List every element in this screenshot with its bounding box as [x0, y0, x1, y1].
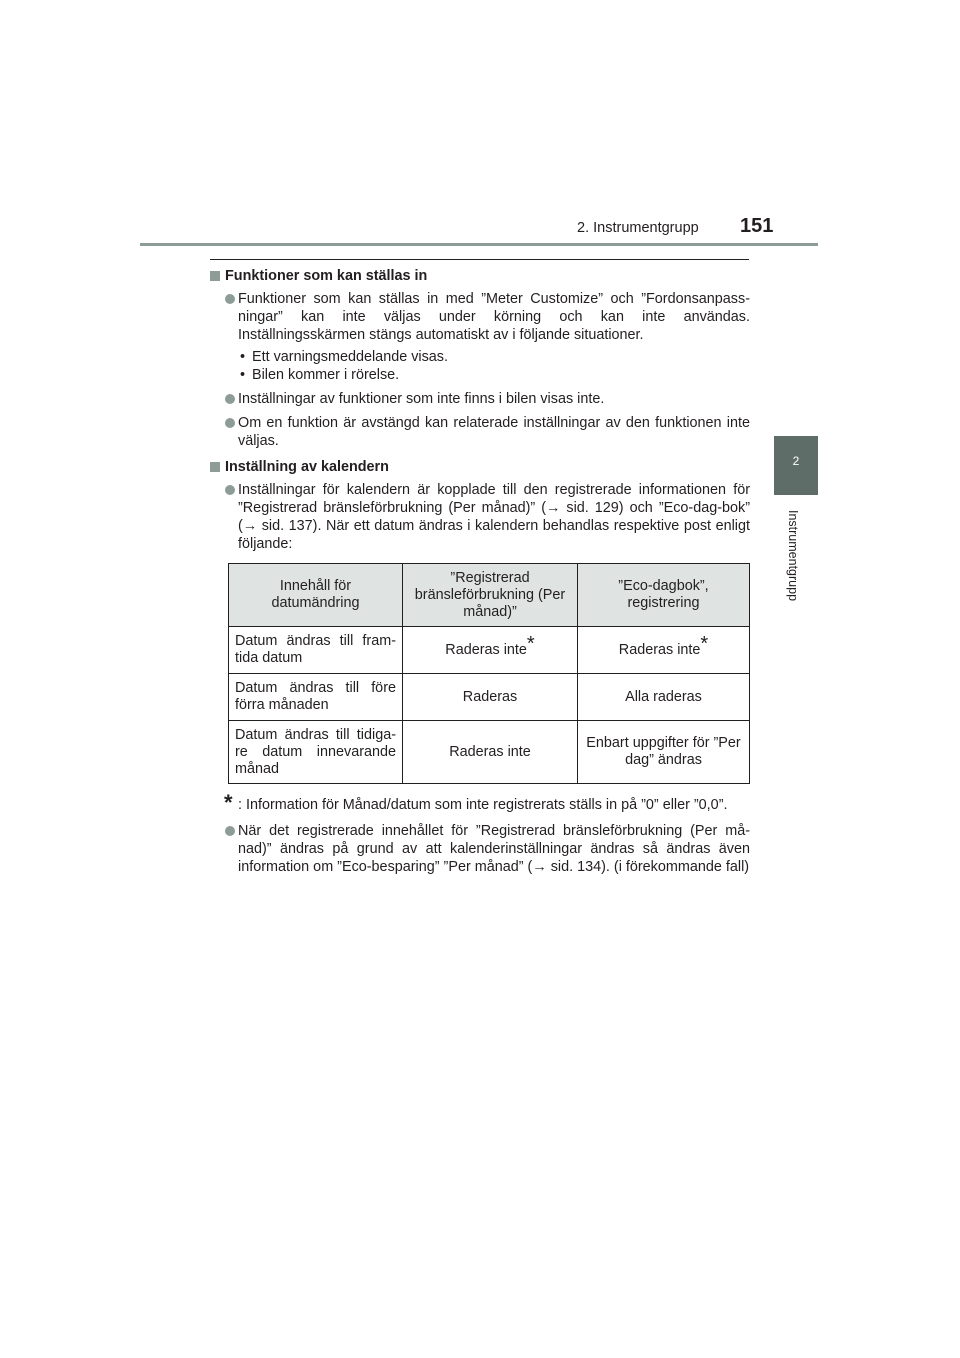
small-bullet-icon: •	[240, 349, 246, 365]
circle-bullet-icon	[225, 485, 235, 495]
table-row	[229, 674, 750, 721]
footnote-asterisk: *	[224, 790, 233, 815]
table-cell: Enbart uppgifter för ”Per dag” ändras	[578, 721, 750, 784]
side-tab-number: 2	[774, 436, 818, 495]
table-header-cell: ”Registrerad bränsleförbrukning (Per månad)”	[403, 564, 578, 627]
circle-bullet-icon	[225, 394, 235, 404]
bullet-item: Inställningar för kalendern är kopplade till den registrerade informationen för ”Registrerad bränsleförbrukning (Per månad)” (→ sid. 129) och ”Eco-dag-bok” (→ sid. 137). När ett datum ändras i kalendern behandlas respektive post enligt följande:	[210, 481, 750, 553]
table-cell: Raderas inte	[403, 721, 578, 784]
sub-list-item: • Bilen kommer i rörelse.	[240, 367, 400, 383]
bullet-item: När det registrerade innehållet för ”Registrerad bränsleförbrukning (Per må-nad)” ändras på grund av att kalenderinställningar ändras så ändras även information om ”Eco-besparing” ”Per månad” (→ sid. 134). (i förekommande fall)	[210, 822, 750, 876]
square-bullet-icon	[210, 271, 220, 281]
calendar-change-table	[228, 563, 750, 784]
bullet-item: Inställningar av funktioner som inte finns i bilen visas inte.	[210, 390, 750, 408]
table-header-cell: ”Eco-dagbok”, registrering	[578, 564, 750, 627]
sub-list-item: • Ett varningsmeddelande visas.	[240, 349, 448, 365]
section-heading-calendar: Inställning av kalendern	[210, 458, 750, 476]
section-heading-functions: Funktioner som kan ställas in	[210, 267, 750, 285]
circle-bullet-icon	[225, 418, 235, 428]
side-tab-label: Instrumentgrupp	[786, 510, 800, 602]
table-header-cell: Innehåll för datumändring	[229, 564, 403, 627]
bullet-item: Om en funktion är avstängd kan relaterade inställningar av den funktionen inte väljas.	[210, 414, 750, 450]
sub-list	[238, 348, 750, 384]
circle-bullet-icon	[225, 826, 235, 836]
page-content	[210, 267, 750, 882]
bullet-item: Funktioner som kan ställas in med ”Meter Customize” och ”Fordonsanpass-ningar” kan inte väljas under körning och kan inte användas. Inställningsskärmen stängs automatiskt av i följande situationer. • Ett varningsmeddelande visas. • Bilen kommer i rörelse.	[210, 290, 750, 384]
asterisk-marker: *	[526, 632, 535, 655]
page-number: 151	[740, 215, 774, 237]
table-cell: Raderas inte*	[578, 627, 750, 674]
content-top-rule	[210, 259, 749, 260]
small-bullet-icon: •	[240, 367, 246, 383]
header-section-title: 2. Instrumentgrupp	[577, 220, 699, 236]
table-header-row	[229, 564, 750, 627]
square-bullet-icon	[210, 462, 220, 472]
table-cell: Alla raderas	[578, 674, 750, 721]
table-cell: Datum ändras till före förra månaden	[229, 674, 403, 721]
table-row	[229, 721, 750, 784]
table-cell: Datum ändras till tidiga-re datum innevarande månad	[229, 721, 403, 784]
table-row	[229, 627, 750, 674]
header-rule	[140, 243, 818, 246]
circle-bullet-icon	[225, 294, 235, 304]
table-cell: Raderas inte*	[403, 627, 578, 674]
table-cell: Datum ändras till fram-tida datum	[229, 627, 403, 674]
asterisk-marker: *	[700, 632, 709, 655]
table-cell: Raderas	[403, 674, 578, 721]
table-footnote: * : Information för Månad/datum som inte registrerats ställs in på ”0” eller ”0,0”.	[224, 790, 728, 815]
